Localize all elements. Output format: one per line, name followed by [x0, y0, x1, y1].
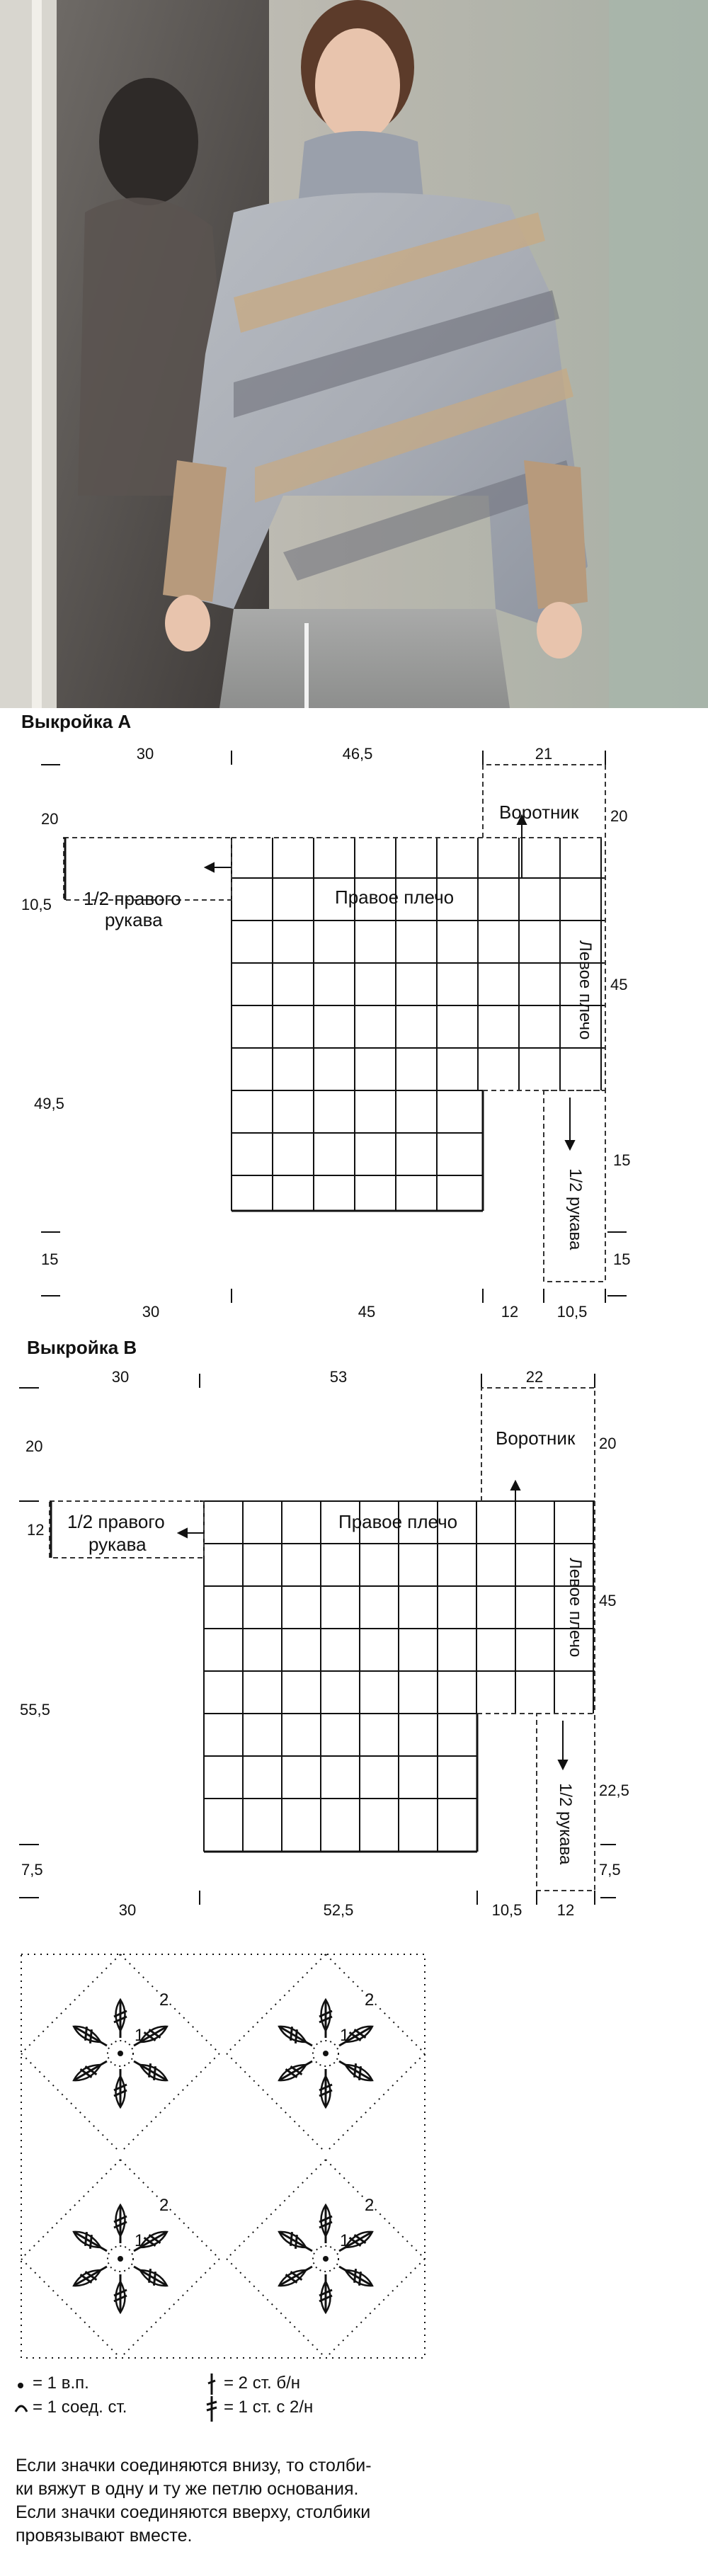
pattern-a-bottom-width-4: 10,5	[556, 1303, 588, 1321]
pattern-b-top-width-2: 53	[329, 1368, 348, 1386]
pattern-a-left-height-4: 15	[41, 1250, 59, 1268]
pattern-a-diagram	[0, 736, 708, 1331]
pattern-a-right-height-1: 20	[610, 807, 628, 825]
instructions-note	[16, 2454, 695, 2548]
slip-stitch-icon	[13, 2399, 30, 2416]
pattern-a-half-right-sleeve-label-1: 1/2 правого	[84, 888, 181, 909]
stitch-chart-row-numbers	[135, 1990, 374, 2250]
pattern-b-collar-label: Воротник	[496, 1427, 576, 1449]
legend-slip-stitch: = 1 соед. ст.	[33, 2398, 127, 2417]
pattern-a-bottom-width-2: 45	[358, 1303, 376, 1321]
pattern-b-top-width-3: 22	[525, 1368, 544, 1386]
pattern-b-right-shoulder-label: Правое плечо	[338, 1511, 458, 1532]
note-line-3: Если значки соединяются вверху, столбики	[16, 2502, 371, 2522]
pattern-a-dashed-outlines	[64, 765, 605, 1282]
pattern-b-dimension-ticks	[19, 1374, 616, 1905]
pattern-a-half-sleeve-label: 1/2 рукава	[566, 1168, 585, 1250]
pattern-b-right-height-2: 45	[599, 1592, 617, 1609]
pattern-a-left-height-2: 10,5	[21, 896, 52, 913]
pattern-a-right-height-3: 15	[613, 1151, 631, 1169]
pattern-a-right-shoulder-label: Правое плечо	[335, 887, 455, 908]
note-line-2: ки вяжут в одну и ту же петлю основания.	[16, 2479, 359, 2499]
pattern-b-bottom-width-4: 12	[556, 1901, 575, 1919]
pattern-b-bottom-width-1: 30	[118, 1901, 137, 1919]
pattern-a-bottom-width-1: 30	[142, 1303, 160, 1321]
note-line-4: провязывают вместе.	[16, 2526, 193, 2546]
pattern-a-title: Выкройка А	[21, 711, 132, 732]
pattern-b-right-height-3: 22,5	[599, 1782, 629, 1799]
pattern-a-bottom-width-3: 12	[501, 1303, 519, 1321]
pattern-a-top-width-1: 30	[136, 745, 154, 763]
treble-crochet-icon	[205, 2395, 218, 2423]
pattern-b-left-height-2: 12	[27, 1521, 45, 1539]
pattern-b-bottom-width-2: 52,5	[323, 1901, 354, 1919]
pattern-b-half-right-sleeve-label-1: 1/2 правого	[67, 1511, 165, 1532]
motif-number-2: 1	[135, 2026, 144, 2045]
model-photo-illustration	[0, 0, 708, 708]
pattern-b-left-height-1: 20	[25, 1437, 43, 1455]
chain-stitch-icon	[16, 2381, 25, 2390]
note-line-1: Если значки соединяются внизу, то столби-	[16, 2456, 372, 2475]
pattern-a-left-height-3: 49,5	[34, 1095, 64, 1112]
motif-number-3: 2	[365, 1990, 375, 2010]
pattern-b-half-right-sleeve-label-2: рукава	[88, 1534, 147, 1555]
legend-chain: = 1 в.п.	[33, 2373, 89, 2393]
double-crochet-icon	[207, 2372, 217, 2396]
motif-number-6: 1	[135, 2231, 144, 2250]
motif-number-7: 2	[365, 2196, 375, 2215]
pattern-a-dimension-ticks	[41, 751, 627, 1303]
pattern-a-half-right-sleeve-label-2: рукава	[105, 909, 163, 930]
pattern-b-right-height-4: 7,5	[599, 1861, 621, 1879]
pattern-a-left-shoulder-label: Левое плечо	[576, 940, 595, 1040]
pattern-b-top-width-1: 30	[111, 1368, 130, 1386]
pattern-b-bottom-width-3: 10,5	[491, 1901, 523, 1919]
pattern-b-half-sleeve-label: 1/2 рукава	[556, 1783, 575, 1865]
pattern-a-right-height-2: 45	[610, 976, 628, 993]
motif-number-4: 1	[340, 2026, 350, 2045]
stitch-chart-motifs	[71, 2000, 376, 2313]
pattern-a-right-height-4: 15	[613, 1250, 631, 1268]
pattern-a-top-width-3: 21	[535, 745, 553, 763]
pattern-a-left-height-1: 20	[41, 810, 59, 828]
model-photo	[0, 0, 708, 708]
motif-number-8: 1	[340, 2231, 350, 2250]
pattern-a-collar-label: Воротник	[499, 802, 579, 823]
legend-tr: = 1 ст. с 2/н	[224, 2398, 314, 2417]
legend-dc2: = 2 ст. б/н	[224, 2373, 301, 2393]
motif-number-1: 2	[159, 1990, 169, 2010]
stitch-chart-chain-frames	[21, 1954, 425, 2358]
pattern-b-left-height-3: 55,5	[20, 1701, 50, 1719]
stitch-chart	[14, 1947, 439, 2372]
pattern-b-dashed-outlines	[50, 1388, 595, 1891]
pattern-b-grid	[200, 1501, 595, 1852]
pattern-b-right-height-1: 20	[599, 1435, 617, 1452]
motif-number-5: 2	[159, 2196, 169, 2215]
pattern-b-left-height-4: 7,5	[21, 1861, 43, 1879]
pattern-a-top-width-2: 46,5	[342, 745, 373, 763]
pattern-b-left-shoulder-label: Левое плечо	[566, 1558, 585, 1658]
pattern-b-title: Выкройка В	[27, 1337, 137, 1358]
